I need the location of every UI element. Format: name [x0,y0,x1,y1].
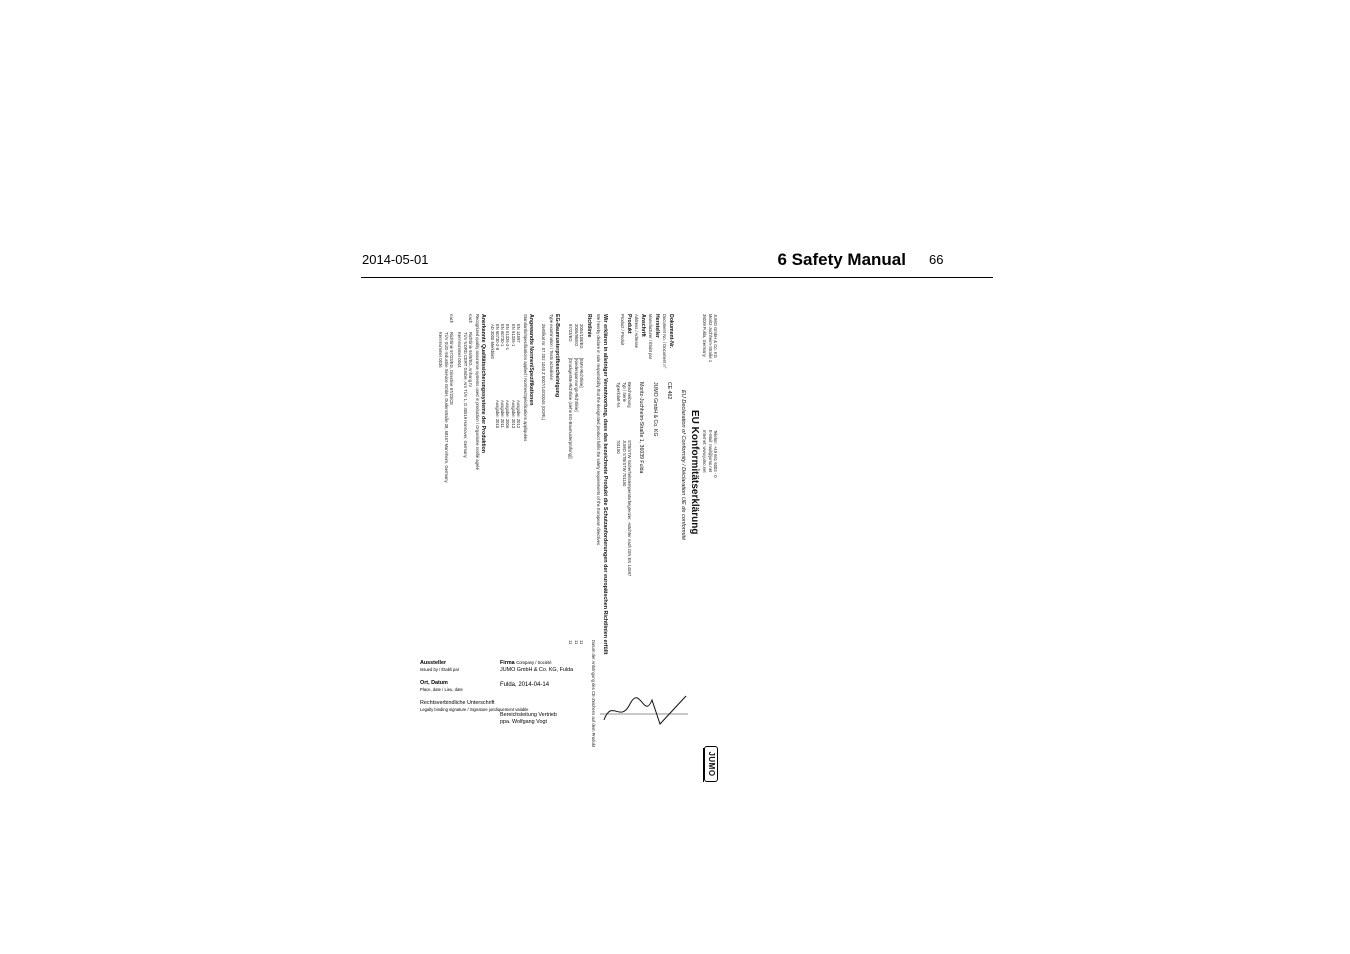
field-document-no [662,314,674,369]
logo-underline [703,748,704,782]
qa-line: Kennnummer 0044 [457,332,463,368]
field-sublabel: Address / Adresse [634,314,640,348]
qa-prefix: nach [468,314,473,324]
qa-line: Kennnummer 0036 [438,332,444,368]
product-value: JUMO STB/STW 701150 [621,440,627,487]
declaration-subtitle: EU Declaration of Conformity / Déclaration UE de conformité [680,390,686,541]
norm-name: EN 60730-1 [500,324,506,347]
product-values [616,440,632,576]
contact-line: Telefon: +49 661 6003 - 0 [713,430,718,478]
directive-year: 11 [579,640,584,645]
qa-entry-2 [449,314,454,323]
qa-heading: Anerkannte Qualitätssicherungssysteme der Produktion [480,314,486,453]
norm-name: EN 14597 [516,324,521,343]
norm-name: EN 61326-2-1 [505,324,511,351]
company-contact [702,430,718,478]
norm-names [490,324,522,359]
sign-block [420,700,528,712]
certificate-number: Zertifikat Nr. 07 202 1040 Z 0007/14/D0046 (DGRL) [541,324,546,421]
signer [500,712,557,726]
handwritten-signature [600,690,690,730]
issuer-sublabel: Issued by / Établi par [420,666,460,672]
directives-label: Richtlinie [586,314,592,338]
declaration-title: EU Konformitätserklärung [689,410,700,535]
directive-names [568,358,584,459]
declaration-subtext: We hereby declare in sole responsibility that the designated product fulfils the safety requirements of the European directives [596,314,601,546]
directive-year: 11 [568,640,574,645]
norm-edition: Ausgabe: 2006 [505,400,511,429]
norm-name: EN 61326-1 [510,324,516,347]
field-label: Hersteller [654,314,660,338]
qa-line: Richtlinie 97/23/EG, Directive 97/23/CE [449,332,454,406]
qa-entry-1 [468,314,473,323]
norm-edition: Ausgabe: 2013 [510,400,516,429]
place-label: Ort, Datum [420,680,448,686]
place-value: Fulda, 2014-04-14 [500,682,550,688]
norm-edition: Ausgabe: 2010 [495,400,500,429]
field-address [634,314,646,348]
company-line: Moritz-Juchheim-Straße 1 [707,314,713,363]
directive-year: 11 [573,640,579,645]
declaration-text: Wir erklären in alleiniger Verantwortung, dass das bezeichnete Produkt die Schutzanforderungen der europäischen Richtlinien erfüllt [602,314,608,655]
directive-name: [EMV-Richtlinie] [579,358,584,388]
jumo-logo: JUMO [704,746,718,782]
qa-prefix: nach [449,314,454,324]
norm-editions [495,400,521,428]
qa-line: Richtlinie 94/9/EG, Anhang IV [468,332,473,388]
product-sublabel: Product / Produit [620,314,626,346]
eg-heading: EG-Baumusterprüfbescheinigung [554,314,560,398]
directive-code: 2006/95/EG [573,324,579,347]
directive-codes [568,324,584,349]
qa-line: TÜV NORD CERT GmbH, Am TÜV 1, D 30519 Hannover, Germany [462,332,468,458]
firm-value: JUMO GmbH & Co. KG, Fulda [500,666,574,673]
qa-subheading: Recognized quality assurance systems used in production / Organisme notifié agréé [475,314,480,470]
norms-heading: Angewandte Normen/Spezifikationen [528,314,534,406]
page-title: 6 Safety Manual [777,250,906,269]
company-line: 36039 Fulda, Germany [702,314,708,357]
product-key: Beschreibung [627,382,632,408]
sign-label: Rechtsverbindliche Unterschrift [420,700,495,706]
norm-edition: Ausgabe: 2012 [516,400,521,429]
header-rule [361,277,993,278]
field-manufacturer [648,314,660,359]
field-value: JUMO GmbH & Co. KG [652,382,658,437]
issuer-label: Aussteller [420,660,447,666]
product-key: Typ / Serie [621,382,627,403]
place-sublabel: Place, date / Lieu, date [420,686,463,692]
qa-line: TÜV SÜD Industrie Service GmbH, Dudenstraße 28, 68167 Mannheim, Germany [443,332,449,483]
sign-sublabel: Legally binding signature / Signature juridiquement valable [420,706,529,712]
signer-name: ppa. Wolfgang Vogt [500,718,547,725]
product-block [620,314,632,345]
directive-years [568,640,584,644]
norm-name: AD 2000 Merkblatt [489,324,495,359]
field-sublabel: Manufacturer / Étabt par [648,314,654,360]
norm-name: EN 60730-2-9 [495,324,500,351]
eg-subheading: Type examination / Tests actualisés [549,314,554,380]
firm-sublabel: Company / Société [516,660,552,665]
directive-name: [Druckgeräte-Richtlinie (siehe EG-Baumusterprüfung)] [568,358,574,459]
field-label: Dokument-Nr. [668,314,674,349]
field-sublabel: Document No. / Document n° [662,314,668,369]
company-line: JUMO GmbH & Co. KG [713,314,718,358]
directive-code: 2004/108/EG [579,324,584,349]
place-block [420,680,463,692]
product-key: Typenblatt-Nr. [616,382,622,409]
field-value: Moritz-Juchheim-Straße 1, 36039 Fulda [638,382,644,474]
field-label: Anschrift [640,314,646,337]
signature-block [420,660,459,672]
ce-date-heading: Datum der Anbringung des CE-Zeichens auf dem Produkt [591,640,596,748]
norms-subheading: Standards/Specifications applied / Normes/Spécifications appliquées [523,314,528,442]
signer-title: Bereichsleitung Vertrieb [500,712,557,718]
product-value: STB/STW Sicherheitstemperaturbegrenzer, -wächter nach DIN EN 14597 [627,440,632,577]
qa-entry-2-lines [438,332,454,483]
product-label: Produkt [626,314,632,334]
product-keys [616,382,632,408]
page-number: 66 [929,252,944,267]
product-value: 701150 [616,440,622,454]
directive-name: [Niederspannungs-Richtlinie] [573,358,579,412]
firm-block [500,660,573,674]
page-date: 2014-05-01 [362,252,429,267]
directive-code: 97/23/EG [568,324,574,342]
norm-edition: Ausgabe: 2011 [500,400,506,428]
field-value: CE 462 [666,382,672,400]
contact-line: E-Mail: mail@jumo.net [707,430,713,473]
contact-line: Internet: www.jumo.net [702,430,708,473]
qa-entry-1-lines [457,332,473,458]
firm-label: Firma [500,660,515,666]
company-address [702,314,718,362]
